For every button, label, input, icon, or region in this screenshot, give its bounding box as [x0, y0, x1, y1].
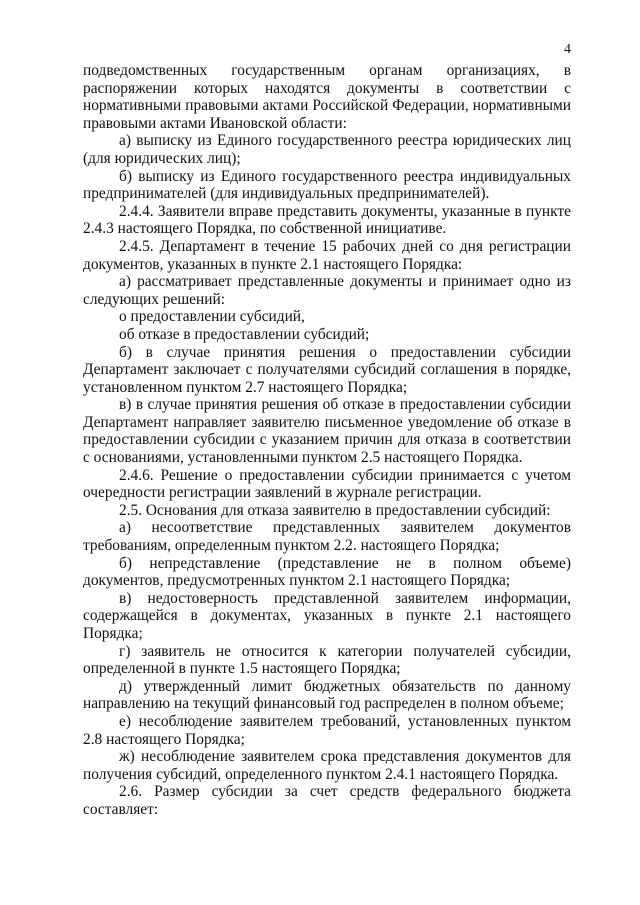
clause-2-5: 2.5. Основания для отказа заявителю в предоставлении субсидий:	[119, 501, 551, 519]
list-item: г) заявитель не относится к категории получателей субсидии, определенной в пункте 1.5 настоящего Порядка;	[83, 642, 571, 678]
clause-2-6: 2.6. Размер субсидии за счет средств федерального бюджета составляет:	[83, 783, 571, 818]
list-item: д) утвержденный лимит бюджетных обязательств по данному направлению на текущий финансовый год распределен в полном объеме;	[83, 677, 571, 713]
list-item: об отказе в предоставлении субсидий;	[119, 325, 370, 343]
list-item: б) в случае принятия решения о предоставлении субсидии Департамент заключает с получателями субсидий соглашения в порядке, установленном пунктом 2.7 настоящего Порядка;	[83, 343, 571, 396]
list-item: а) выписку из Единого государственного реестра юридических лиц (для юридических лиц);	[83, 132, 571, 167]
document-body	[83, 62, 571, 819]
clause-2-4-4: 2.4.4. Заявители вправе представить документы, указанные в пункте 2.4.3 настоящего Порядка, по собственной инициативе.	[83, 202, 571, 238]
list-item: в) недостоверность представленной заявителем информации, содержащейся в документах, указанных в пункте 2.1 настоящего Порядка;	[83, 589, 571, 642]
list-item: е) несоблюдение заявителем требований, установленных пунктом 2.8 настоящего Порядка;	[83, 712, 571, 748]
page-number: 4	[564, 42, 571, 57]
list-item: а) несоответствие представленных заявителем документов требованиям, определенным пунктом 2.2. настоящего Порядка;	[83, 519, 571, 555]
list-item: б) выписку из Единого государственного реестра индивидуальных предпринимателей (для индивидуальных предпринимателей).	[83, 167, 571, 203]
clause-2-4-5: 2.4.5. Департамент в течение 15 рабочих дней со дня регистрации документов, указанных в пункте 2.1 настоящего Порядка:	[83, 237, 571, 273]
list-item: б) непредставление (представление не в полном объеме) документов, предусмотренных пунктом 2.1 настоящего Порядка;	[83, 554, 571, 590]
list-item: а) рассматривает представленные документы и принимает одно из следующих решений:	[83, 273, 571, 308]
paragraph: подведомственных государственным органам организациях, в распоряжении которых находятся документы в соответствии с нормативными правовыми актами Российской Федерации, нормативными правовыми актами Ивановской области:	[83, 62, 571, 132]
list-item: о предоставлении субсидий,	[119, 308, 305, 326]
list-item: в) в случае принятия решения об отказе в предоставлении субсидии Департамент направляет заявителю письменное уведомление об отказе в предоставлении субсидии с указанием причин для отказа в соответствии с основаниями, установленными пунктом 2.5 настоящего Порядка.	[83, 396, 571, 467]
clause-2-4-6: 2.4.6. Решение о предоставлении субсидии принимается с учетом очередности регистрации заявлений в журнале регистрации.	[83, 466, 571, 502]
list-item: ж) несоблюдение заявителем срока представления документов для получения субсидий, определенного пунктом 2.4.1 настоящего Порядка.	[83, 748, 571, 783]
